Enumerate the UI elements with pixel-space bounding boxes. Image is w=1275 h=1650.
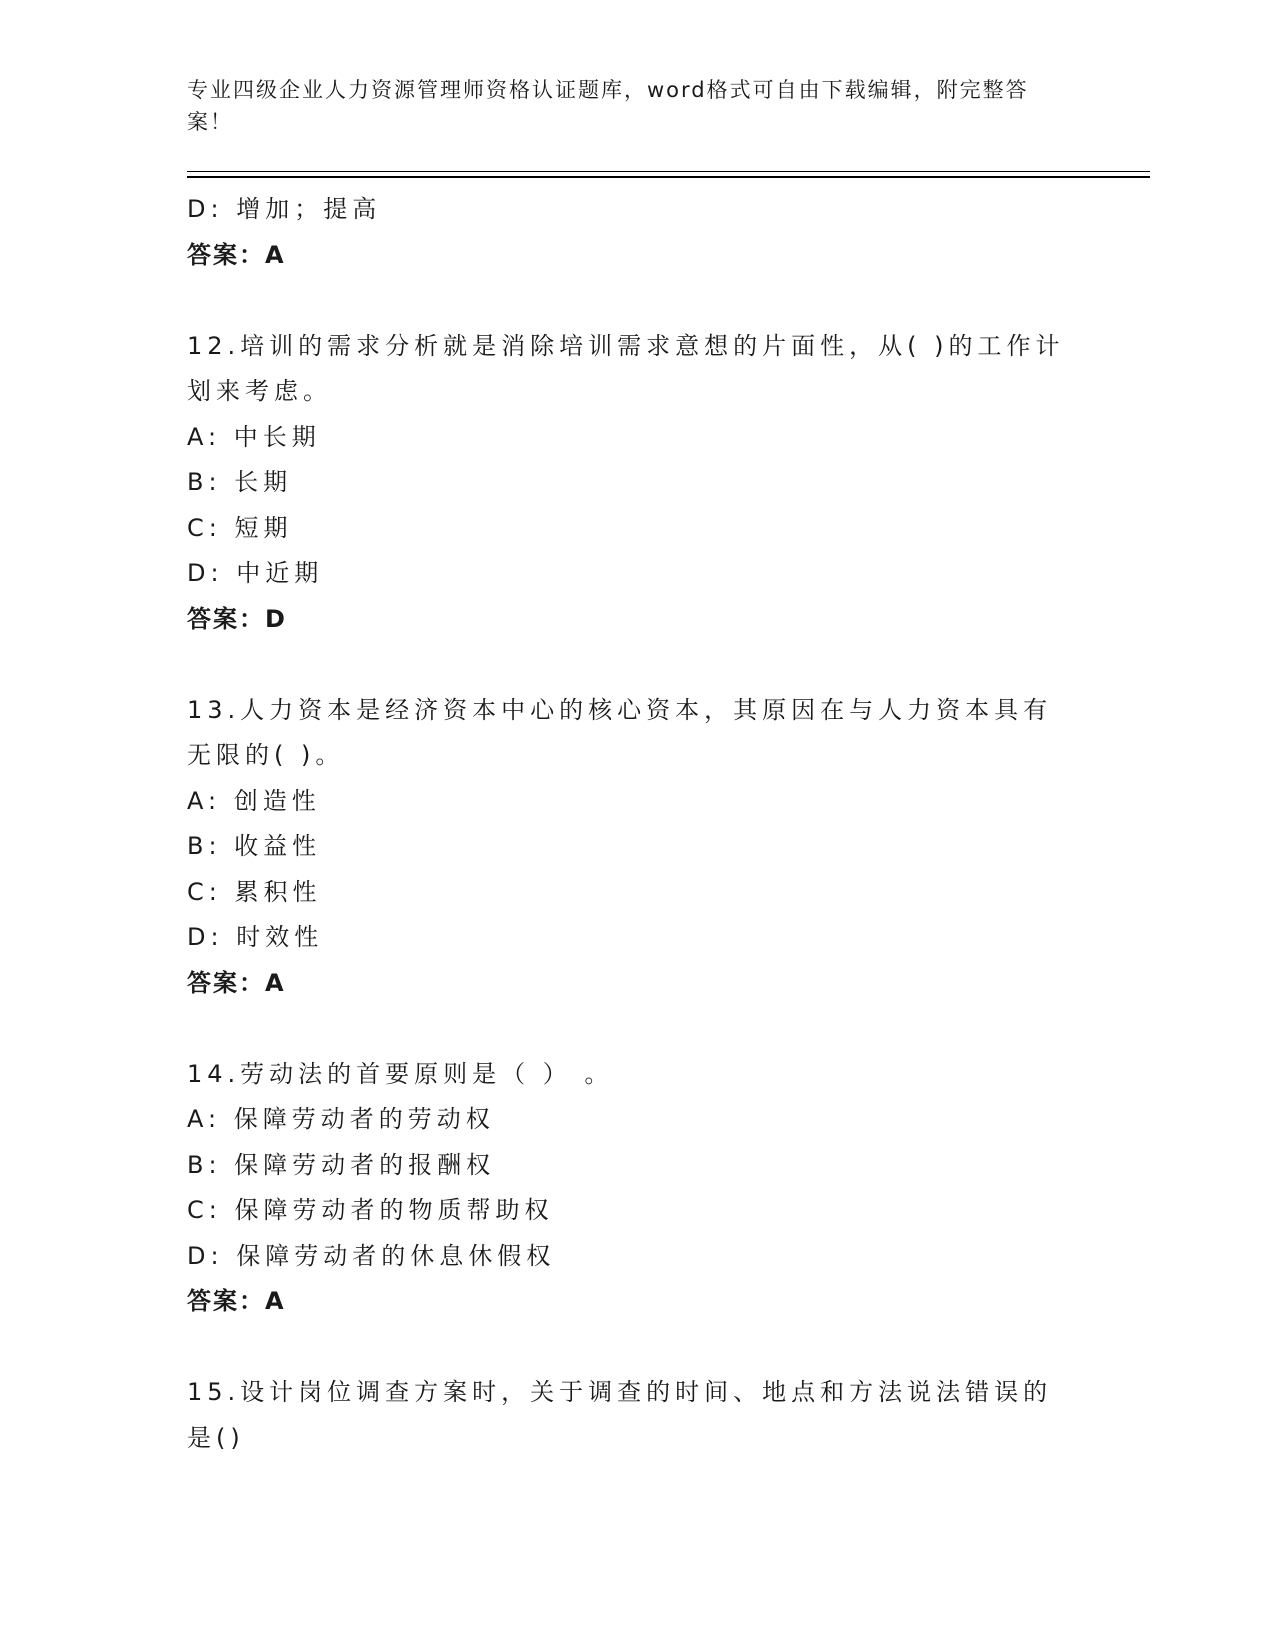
option-d: D: 中近期 bbox=[187, 559, 324, 587]
option-c: C: 短期 bbox=[187, 513, 293, 542]
option-d: D: 保障劳动者的休息休假权 bbox=[187, 1241, 556, 1270]
option-a: A: 保障劳动者的劳动权 bbox=[187, 1105, 495, 1133]
option-a: A: 中长期 bbox=[187, 422, 321, 451]
question-stem: 14.劳动法的首要原则是（ ） 。 bbox=[187, 1059, 614, 1088]
question-stem: 13.人力资本是经济资本中心的核心资本，其原因在与人力资本具有无限的( )。 bbox=[187, 695, 1053, 769]
question-stem: 15.设计岗位调查方案时，关于调查的时间、地点和方法说法错误的是() bbox=[187, 1378, 1053, 1452]
option-b: B: 保障劳动者的报酬权 bbox=[187, 1150, 496, 1179]
question-12 bbox=[187, 324, 1087, 643]
question-15 bbox=[187, 1370, 1087, 1461]
option-b: B: 收益性 bbox=[187, 832, 322, 860]
option-b: B: 长期 bbox=[187, 468, 293, 496]
answer-label: 答案：A bbox=[187, 1287, 286, 1315]
question-13 bbox=[187, 688, 1087, 1007]
page-header: 专业四级企业人力资源管理师资格认证题库，word格式可自由下载编辑，附完整答案！ bbox=[187, 78, 1029, 134]
header-rule-bottom bbox=[187, 176, 1150, 178]
answer-label: 答案：D bbox=[187, 604, 287, 633]
option-d: D: 时效性 bbox=[187, 923, 324, 951]
option-c: C: 累积性 bbox=[187, 877, 322, 906]
answer-label: 答案：A bbox=[187, 968, 286, 997]
question-list bbox=[187, 187, 1087, 1461]
option-c: C: 保障劳动者的物质帮助权 bbox=[187, 1196, 554, 1224]
question-14 bbox=[187, 1052, 1087, 1325]
answer-label: 答案：A bbox=[187, 240, 286, 269]
option-a: A: 创造性 bbox=[187, 786, 321, 815]
header-rule-top bbox=[187, 171, 1150, 172]
question-11-tail bbox=[187, 187, 1087, 278]
option-d: D: 增加；提高 bbox=[187, 195, 382, 223]
question-stem: 12.培训的需求分析就是消除培训需求意想的片面性，从( )的工作计划来考虑。 bbox=[187, 331, 1065, 405]
